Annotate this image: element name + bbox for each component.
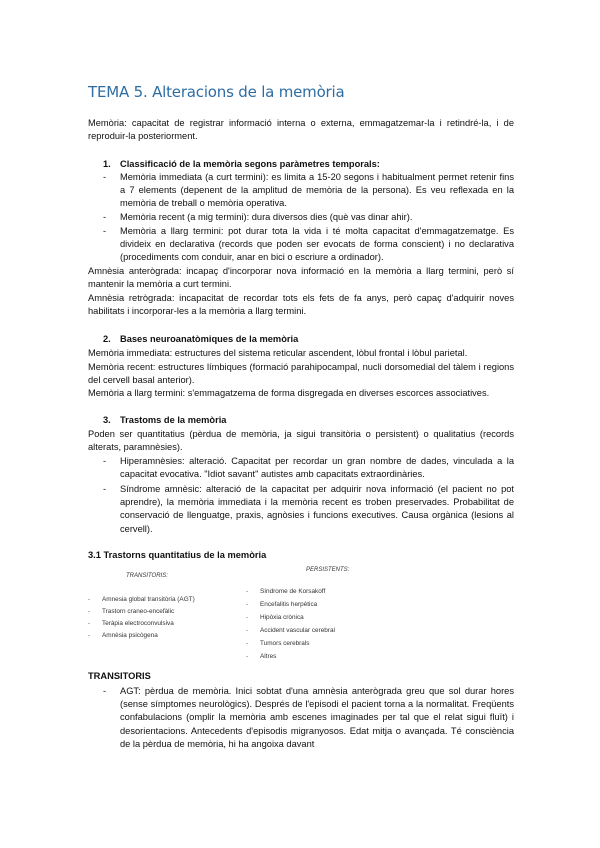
section-2-paragraph: Memòria immediata: estructures del sistema reticular ascendent, lòbul frontal i lòbul parietal. — [88, 348, 468, 358]
list-bullet-icon: - — [88, 596, 91, 603]
section-3-heading — [103, 414, 226, 427]
intro-paragraph: Memòria: capacitat de registrar informació interna o externa, emmagatzemar-la i retindré-la, i de reproduir-la posteriorment. — [88, 118, 514, 142]
subsection-3-1-heading: 3.1 Trastorns quantitatius de la memòria — [88, 550, 267, 560]
persistents-item-label: Hipòxia crònica — [260, 614, 304, 621]
transitoris-item — [88, 596, 195, 603]
transitoris-label: TRANSITORIS: — [126, 573, 168, 579]
persistents-item-label: Tumors cerebrals — [260, 640, 310, 647]
bullet-dash: - — [103, 212, 107, 222]
persistents-item — [246, 588, 325, 595]
persistents-item-label: Síndrome de Korsakoff — [260, 588, 326, 595]
section-1-bullet — [103, 211, 514, 224]
transitoris-heading: TRANSITORIS — [88, 671, 151, 681]
section-1-bullet — [103, 171, 514, 211]
transitoris-item-label: Amnèsia psicògena — [102, 632, 158, 639]
transitoris-item-label: Trastorn craneo-encefàlic — [102, 608, 175, 615]
list-bullet-icon: - — [246, 627, 249, 634]
persistents-item — [246, 640, 309, 647]
amnesia-retrograda-paragraph: Amnèsia retrògrada: incapacitat de recordar tots els fets de fa anys, però capaç d'adquirir noves habilitats i incorporar-les a la memòria a llarg termini. — [88, 293, 514, 317]
section-2-paragraph: Memòria recent: estructures límbiques (formació parahipocampal, nucli dorsomedial del tàlem i regions del cervell basal anterior). — [88, 362, 514, 386]
transitoris-item-label: Amnesia global transitòria (AGT) — [102, 596, 195, 603]
list-bullet-icon: - — [246, 653, 249, 660]
section-3-number: 3. — [103, 415, 111, 425]
bullet-text: Hiperamnèsies: alteració. Capacitat per recordar un gran nombre de dades, vinculada a la capacitat evocativa. "Idiot savant" autistes amb capacitats extraordinàries. — [120, 456, 514, 480]
bullet-text: AGT: pèrdua de memòria. Inici sobtat d'una amnèsia anterògrada greu que sol durar hores (sense símptomes neurològics). Després de l'episodi el pacient torna a la normalitat. Freqüents confabulacions (omplir la memòria amb escenes imaginades per tal que el relat sigui fluït) i desorientacions. Antecedents d'episodis migranyosos. Edat mitja o avançada. Té consciència de la pèrdua de memòria, hi ha angoixa davant — [120, 686, 514, 749]
persistents-item — [246, 614, 304, 621]
section-1-heading — [103, 158, 380, 171]
bullet-text: Síndrome amnèsic: alteració de la capacitat per adquirir nova informació (el pacient no pot aprendre), la memòria immediata i la memòria recent es troben preservades. Probabilitat de conservació de llenguatge, praxis, agnòsies i funcions executives. Causa orgànica (lesions al cervell). — [120, 484, 514, 534]
list-bullet-icon: - — [246, 614, 249, 621]
bullet-dash: - — [103, 172, 107, 182]
persistents-item-label: Accident vascular cerebral — [260, 627, 335, 634]
section-2-heading — [103, 333, 298, 346]
list-bullet-icon: - — [246, 588, 249, 595]
page-title: TEMA 5. Alteracions de la memòria — [88, 83, 345, 101]
bullet-text: Memòria recent (a mig termini): dura diversos dies (què vas dinar ahir). — [120, 212, 413, 222]
bullet-dash: - — [103, 484, 107, 494]
transitoris-item-label: Teràpia electroconvulsiva — [102, 620, 174, 627]
section-1-bullet — [103, 225, 514, 265]
persistents-item — [246, 653, 276, 660]
section-1-title: Classificació de la memòria segons paràmetres temporals: — [120, 159, 380, 169]
bullet-dash: - — [103, 686, 107, 696]
persistents-item-label: Encefalitis herpètica — [260, 601, 318, 608]
transitoris-item — [88, 608, 174, 615]
section-3-intro: Poden ser quantitatius (pèrdua de memòria, ja sigui transitòria o persistent) o qualitatius (records alterats, paramnèsies). — [88, 429, 514, 453]
bullet-dash: - — [103, 456, 107, 466]
list-bullet-icon: - — [246, 640, 249, 647]
list-bullet-icon: - — [88, 608, 91, 615]
persistents-item — [246, 601, 317, 608]
transitoris-item — [88, 620, 174, 627]
bullet-text: Memòria immediata (a curt termini): es limita a 15-20 segons i habitualment permet retenir fins a 7 elements (depenent de la amplitud de memòria de la persona). Es veu reflexada en la memòria de treball o memòria operativa. — [120, 172, 514, 209]
section-3-bullet — [103, 483, 514, 536]
bullet-dash: - — [103, 226, 107, 236]
persistents-label: PERSISTENTS: — [306, 567, 350, 573]
list-bullet-icon: - — [88, 632, 91, 639]
section-3-bullet — [103, 455, 514, 481]
persistents-item — [246, 627, 335, 634]
persistents-item-label: Altres — [260, 653, 277, 660]
section-2-number: 2. — [103, 334, 111, 344]
amnesia-anterograda-paragraph: Amnèsia anterògrada: incapaç d'incorporar nova informació en la memòria a llarg termini, però sí mantenir la memòria a curt termini. — [88, 266, 514, 290]
section-2-paragraph: Memòria a llarg termini: s'emmagatzema de forma disgregada en diverses escorces associatives. — [88, 388, 490, 398]
quantitative-disorders-figure — [88, 567, 388, 667]
section-1-number: 1. — [103, 159, 111, 169]
transitoris-item — [88, 632, 158, 639]
section-2-title: Bases neuroanatòmiques de la memòria — [120, 334, 299, 344]
section-3-title: Trastoms de la memòria — [120, 415, 227, 425]
transitoris-bullet — [103, 685, 514, 751]
list-bullet-icon: - — [88, 620, 91, 627]
list-bullet-icon: - — [246, 601, 249, 608]
bullet-text: Memòria a llarg termini: pot durar tota la vida i té molta capacitat d'emmagatzematge. Es divideix en declarativa (records que poden ser evocats de forma conscient) i no declarativa (procediments com conduir, anar en bici o escriure a ordinador). — [120, 226, 514, 263]
